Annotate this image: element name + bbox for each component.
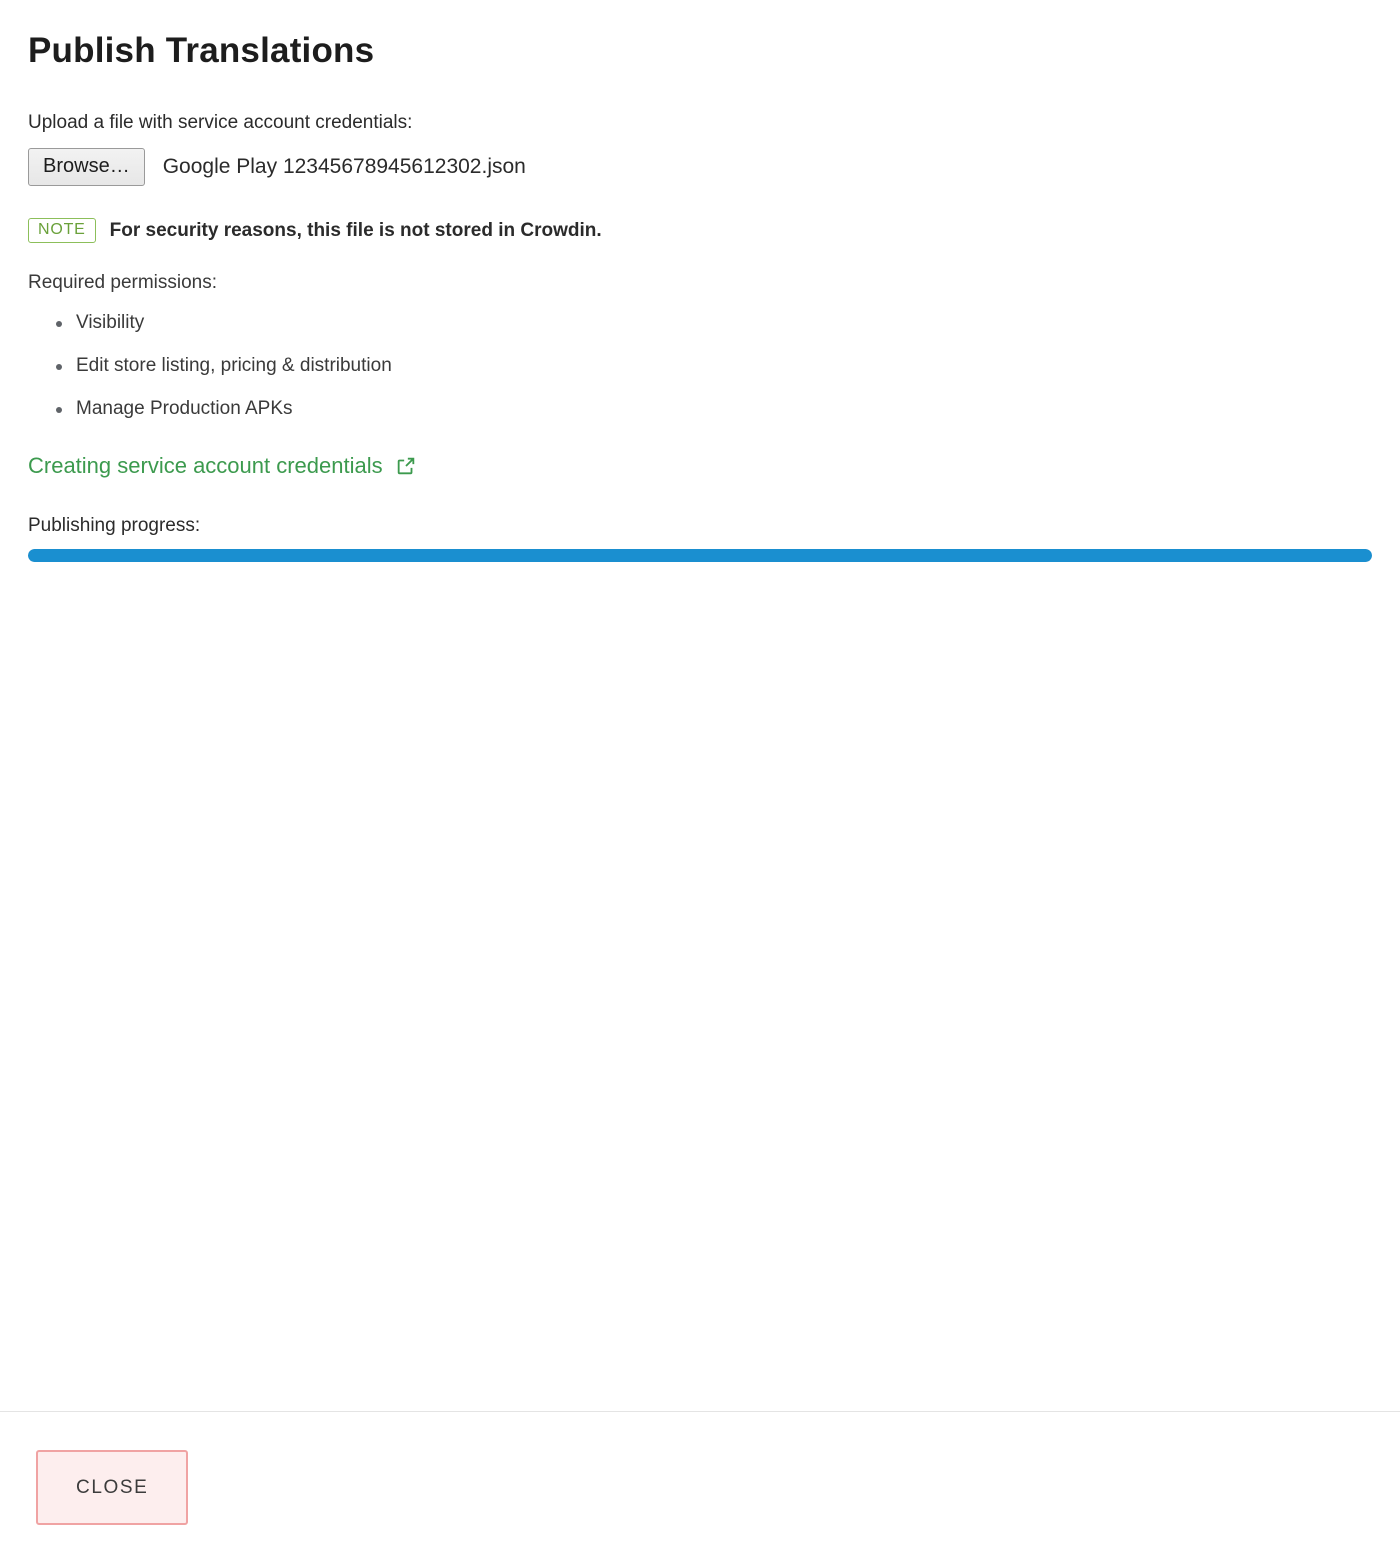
- file-upload-row: [28, 148, 1372, 186]
- external-link-icon: [395, 455, 417, 477]
- note-text: For security reasons, this file is not stored in Crowdin.: [109, 219, 602, 241]
- required-permissions-label: Required permissions:: [28, 272, 218, 293]
- security-note: [28, 218, 1372, 243]
- publishing-progress-fill: [28, 549, 1372, 562]
- credentials-link-label: Creating service account credentials: [28, 453, 383, 478]
- page-title: Publish Translations: [28, 31, 375, 70]
- upload-credentials-label: Upload a file with service account credentials:: [28, 112, 413, 133]
- creating-service-account-credentials-link[interactable]: [28, 453, 417, 479]
- publishing-progress-label: Publishing progress:: [28, 515, 201, 536]
- note-badge: NOTE: [28, 218, 96, 243]
- list-item: Visibility: [76, 312, 1372, 334]
- publishing-progress-bar: [28, 549, 1372, 562]
- required-permissions-list: [28, 312, 1372, 420]
- list-item: Manage Production APKs: [76, 398, 1372, 420]
- selected-file-name: Google Play 12345678945612302.json: [162, 155, 526, 178]
- list-item: Edit store listing, pricing & distribution: [76, 355, 1372, 377]
- dialog-footer: [0, 1411, 1400, 1563]
- browse-button[interactable]: Browse…: [28, 148, 145, 186]
- close-button[interactable]: CLOSE: [36, 1450, 188, 1525]
